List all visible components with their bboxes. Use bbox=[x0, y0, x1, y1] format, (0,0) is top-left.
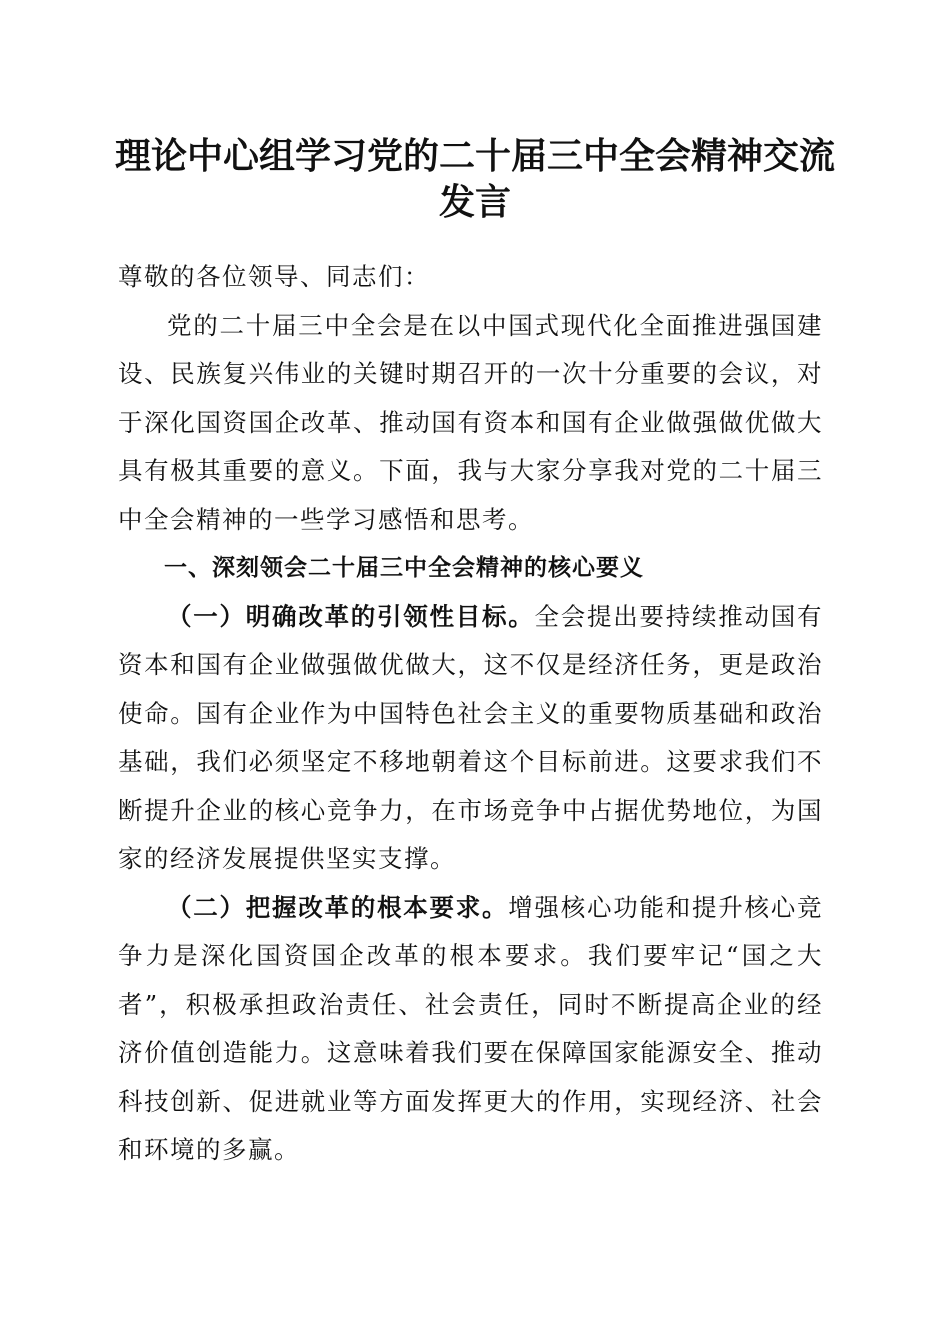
subsection-lead-1: （一）明确改革的引领性目标。 bbox=[167, 601, 535, 631]
document-body bbox=[118, 253, 823, 1175]
subsection-lead-2: （二）把握改革的根本要求。 bbox=[167, 892, 509, 922]
document-title: 理论中心组学习党的二十届三中全会精神交流发言 bbox=[114, 135, 835, 223]
salutation: 尊敬的各位领导、同志们： bbox=[118, 262, 430, 291]
subsection-paragraph-1 bbox=[118, 593, 823, 884]
subsection-text-2: 增强核心功能和提升核心竞争力是深化国资国企改革的根本要求。我们要牢记“国之大者”，积极承担政治责任、社会责任，同时不断提高企业的经济价值创造能力。这意味着我们要在保障国家能源安全、推动科技创新、促进就业等方面发挥更大的作用，实现经济、社会和环境的多赢。 bbox=[118, 892, 823, 1164]
intro-paragraph: 党的二十届三中全会是在以中国式现代化全面推进强国建设、民族复兴伟业的关键时期召开的一次十分重要的会议，对于深化国资国企改革、推动国有资本和国有企业做强做优做大具有极其重要的意义。下面，我与大家分享我对党的二十届三中全会精神的一些学习感悟和思考。 bbox=[118, 310, 823, 534]
subsection-paragraph-2 bbox=[118, 884, 823, 1175]
section-heading-1: 一、深刻领会二十届三中全会精神的核心要义 bbox=[164, 555, 644, 581]
subsection-text-1: 全会提出要持续推动国有资本和国有企业做强做优做大，这不仅是经济任务，更是政治使命。国有企业作为中国特色社会主义的重要物质基础和政治基础，我们必须坚定不移地朝着这个目标前进。这要求我们不断提升企业的核心竞争力，在市场竞争中占据优势地位，为国家的经济发展提供坚实支撑。 bbox=[118, 601, 823, 873]
